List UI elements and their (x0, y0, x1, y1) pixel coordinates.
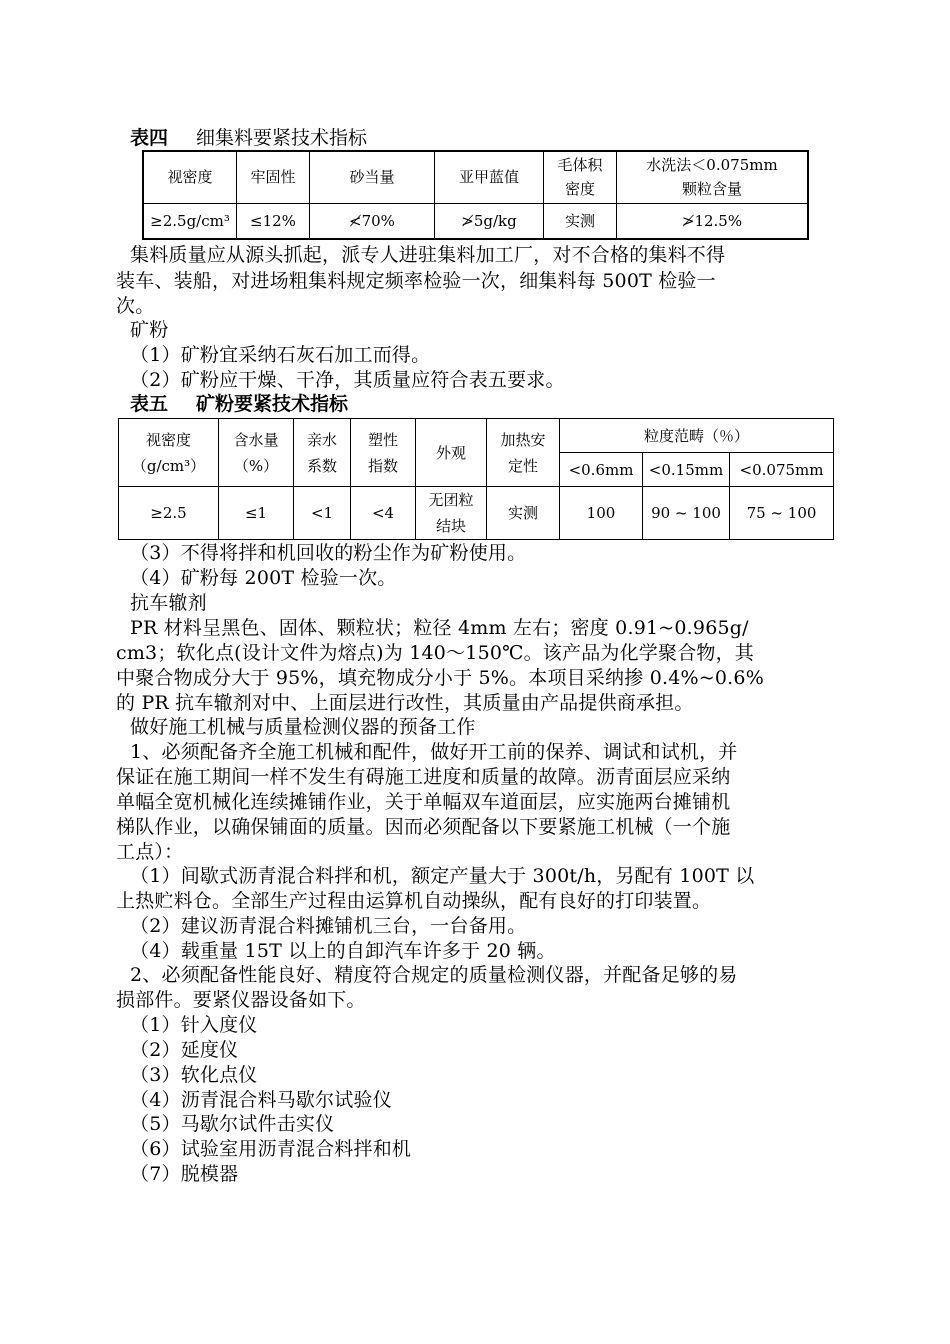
t4-value-density: ≥2.5g/cm³ (143, 203, 237, 239)
table4-label: 表四 (130, 127, 169, 149)
mineral-item-3: （3）不得将拌和机回收的粉尘作为矿粉使用。 (130, 542, 527, 564)
section-antirut: 抗车辙剂 (130, 592, 207, 614)
t5-header-plastic-2: 指数 (367, 456, 398, 475)
machine-item-1a: （1）间歇式沥青混合料拌和机，额定产量大于 300t/h，另配有 100T 以 (130, 865, 755, 887)
para1-line2: 装车、装船，对进场粗集料规定频率检验一次，细集料每 500T 检验一 (116, 270, 716, 292)
t5-header-hydro-1: 亲水 (306, 430, 337, 449)
t5-header-plastic (351, 419, 416, 487)
section-prep: 做好施工机械与质量检测仪器的预备工作 (130, 716, 476, 738)
t5-value-plastic: <4 (351, 487, 416, 540)
t4-header-bulk-2: 密度 (564, 180, 595, 199)
t5-value-appearance-1: 无团粒 (428, 491, 474, 509)
instrument-item-6: （6）试验室用沥青混合料拌和机 (130, 1138, 412, 1160)
t4-value-methylene-blue: ≯5g/kg (435, 203, 544, 239)
table5-label: 表五 (130, 393, 169, 415)
prep2-line1: 2、必须配备性能良好、精度符合规定的质量检测仪器，并配备足够的易 (130, 964, 738, 986)
t5-header-water-2: （%） (233, 456, 279, 475)
mineral-item-2: （2）矿粉应干燥、干净，其质量应符合表五要求。 (130, 369, 565, 391)
t5-value-heat: 实测 (487, 487, 560, 540)
table4-caption (130, 126, 367, 150)
prep1-line4: 梯队作业，以确保铺面的质量。因而必须配备以下要紧施工机械（一个施 (116, 816, 731, 838)
t5-header-density-1: 视密度 (145, 430, 191, 449)
prep1-line2: 保证在施工期间一样不发生有碍施工进度和质量的故障。沥青面层应采纳 (116, 766, 731, 788)
t5-value-water: ≤1 (219, 487, 294, 540)
t5-value-g1: 100 (560, 487, 643, 540)
t4-header-density: 视密度 (143, 151, 237, 203)
t4-header-sand-equivalent: 砂当量 (310, 151, 435, 203)
t5-header-hydro (294, 419, 351, 487)
prep1-line5: 工点）： (116, 841, 184, 863)
mineral-item-1: （1）矿粉宜采纳石灰石加工而得。 (130, 344, 431, 366)
t5-header-g2: <0.15mm (643, 453, 730, 487)
antirut-line4: 的 PR 抗车辙剂对中、上面层进行改性，其质量由产品提供商承担。 (116, 692, 694, 714)
instrument-item-5: （5）马歇尔试件击实仪 (130, 1113, 335, 1135)
t4-value-wash: ≯12.5% (617, 203, 809, 239)
t4-value-sand-equivalent: ≮70% (310, 203, 435, 239)
machine-item-2: （2）建议沥青混合料摊铺机三台，一台备用。 (130, 915, 527, 937)
table5 (118, 418, 834, 540)
t4-header-wash-1: 水洗法＜0.075mm (646, 156, 778, 175)
t5-value-density: ≥2.5 (119, 487, 219, 540)
t5-header-heat-2: 定性 (507, 456, 538, 475)
instrument-item-2: （2）延度仪 (130, 1039, 239, 1061)
t4-header-bulk-density (544, 151, 617, 203)
t5-header-density (119, 419, 219, 487)
instrument-item-1: （1）针入度仪 (130, 1014, 258, 1036)
t5-header-density-2: （g/cm³） (131, 456, 206, 475)
t4-header-wash-2: 颗粒含量 (681, 180, 742, 199)
t5-header-plastic-1: 塑性 (367, 430, 398, 449)
t5-header-hydro-2: 系数 (306, 456, 337, 475)
t5-header-g1: <0.6mm (560, 453, 643, 487)
t4-header-methylene-blue: 亚甲蓝值 (435, 151, 544, 203)
t5-header-heat (487, 419, 560, 487)
t4-header-soundness: 牢固性 (237, 151, 310, 203)
antirut-line1: PR 材料呈黑色、固体、颗粒状；粒径 4mm 左右；密度 0.91~0.965g/ (130, 617, 749, 639)
prep2-line2: 损部件。要紧仪器设备如下。 (116, 989, 366, 1011)
prep1-line3: 单幅全宽机械化连续摊铺作业，关于单幅双车道面层，应实施两台摊铺机 (116, 791, 731, 813)
table4 (142, 150, 809, 240)
section-mineral: 矿粉 (130, 319, 169, 341)
t5-value-g2: 90 ~ 100 (643, 487, 730, 540)
table4-title: 细集料要紧技术指标 (196, 127, 368, 149)
t4-value-bulk-density: 实测 (544, 203, 617, 239)
t5-value-g3: 75 ~ 100 (730, 487, 834, 540)
machine-item-4: （4）载重量 15T 以上的自卸汽车许多于 20 辆。 (130, 940, 556, 962)
prep1-line1: 1、必须配备齐全施工机械和配件，做好开工前的保养、调试和试机，并 (130, 741, 738, 763)
t5-header-g3: <0.075mm (730, 453, 834, 487)
t5-header-water-1: 含水量 (233, 430, 279, 449)
machine-item-1b: 上热贮料仓。全部生产过程由运算机自动操纵，配有良好的打印装置。 (116, 890, 712, 912)
instrument-item-7: （7）脱模器 (130, 1163, 239, 1185)
t4-value-soundness: ≤12% (237, 203, 310, 239)
instrument-item-3: （3）软化点仪 (130, 1064, 258, 1086)
t5-header-water (219, 419, 294, 487)
t4-header-wash (617, 151, 809, 203)
table5-title: 矿粉要紧技术指标 (196, 393, 349, 415)
antirut-line3: 中聚合物成分大于 95%，填充物成分小于 5%。本项目采纳掺 0.4%~0.6% (116, 667, 764, 689)
t4-header-bulk-1: 毛体积 (557, 156, 603, 175)
t5-header-appearance: 外观 (416, 419, 487, 487)
t5-value-appearance-2: 结块 (435, 517, 466, 535)
t5-header-grain: 粒度范畴（％） (560, 419, 834, 453)
table5-caption (130, 392, 348, 416)
t5-value-hydro: <1 (294, 487, 351, 540)
t5-value-appearance (416, 487, 487, 540)
t5-header-heat-1: 加热安 (500, 430, 546, 449)
para1-line3: 次。 (116, 295, 155, 317)
mineral-item-4: （4）矿粉每 200T 检验一次。 (130, 567, 397, 589)
para1-line1: 集料质量应从源头抓起，派专人进驻集料加工厂，对不合格的集料不得 (130, 244, 726, 266)
instrument-item-4: （4）沥青混合料马歇尔试验仪 (130, 1089, 392, 1111)
antirut-line2: cm3；软化点(设计文件为熔点)为 140～150℃。该产品为化学聚合物，其 (116, 642, 754, 664)
